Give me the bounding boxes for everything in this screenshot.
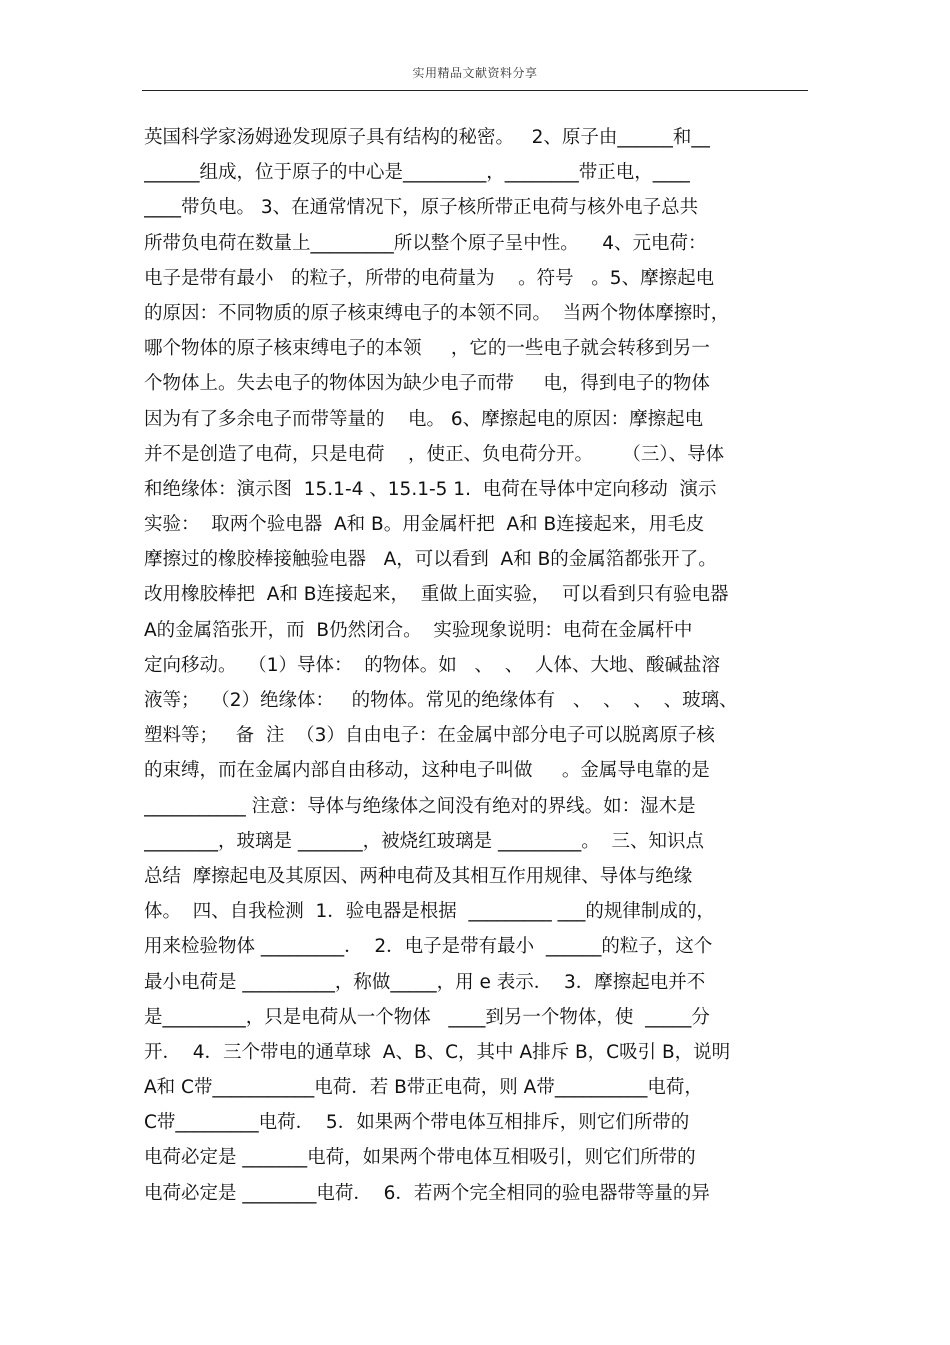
text-line: 定向移动。 （1）导体： 的物体。如 、 、 人体、大地、酸碱盐溶 (144, 654, 720, 676)
text-line: 开． 4．三个带电的通草球 A、B、C，其中 A排斥 B，C吸引 B，说明 (144, 1041, 731, 1063)
text-line: 实验： 取两个验电器 A和 B。用金属杆把 A和 B连接起来，用毛皮 (144, 514, 705, 536)
text-line: A的金属箔张开，而 B仍然闭合。 实验现象说明：电荷在金属杆中 (144, 619, 693, 641)
page-header-title: 实用精品文献资料分享 (412, 66, 538, 80)
header-divider (142, 90, 808, 91)
text-line: 所带负电荷在数量上_________所以整个原子呈中性。 4、元电荷： (144, 232, 707, 254)
document-body (144, 120, 812, 1211)
text-line: 摩擦过的橡胶棒接触验电器 A，可以看到 A和 B的金属箔都张开了。 (144, 549, 717, 571)
text-line: 并不是创造了电荷，只是电荷 ，使正、负电荷分开。 （三）、导体 (144, 443, 725, 465)
text-line: 英国科学家汤姆逊发现原子具有结构的秘密。 2、原子由______和__ (144, 127, 710, 148)
text-line: A和 C带___________电荷．若 B带正电荷，则 A带__________电荷， (144, 1077, 703, 1099)
text-line: 体。 四、自我检测 1．验电器是根据 _________ ___的规律制成的， (144, 901, 715, 923)
text-line: C带_________电荷． 5．如果两个带电体互相排斥，则它们所带的 (144, 1112, 690, 1134)
text-line: ____带负电。 3、在通常情况下，原子核所带正电荷与核外电子总共 (144, 197, 699, 219)
text-line: 最小电荷是 __________，称做_____，用 e 表示． 3．摩擦起电并不 (144, 971, 706, 993)
text-line: 哪个物体的原子核束缚电子的本领 ，它的一些电子就会转移到另一 (144, 338, 710, 360)
text-line: 电荷必定是 _______电荷，如果两个带电体互相吸引，则它们所带的 (144, 1147, 696, 1169)
text-line: 是_________，只是电荷从一个物体 ____到另一个物体，使 _____分 (144, 1006, 710, 1028)
text-line: 的原因：不同物质的原子核束缚电子的本领不同。 当两个物体摩擦时， (144, 302, 730, 324)
text-line: 塑料等； 备 注 （3）自由电子：在金属中部分电子可以脱离原子核 (144, 725, 715, 747)
text-line: 的束缚，而在金属内部自由移动，这种电子叫做 。金属导电靠的是 (144, 760, 710, 782)
text-line: ___________ 注意：导体与绝缘体之间没有绝对的界线。如：湿木是 (144, 795, 696, 817)
text-line: 改用橡胶棒把 A和 B连接起来， 重做上面实验， 可以看到只有验电器 (144, 584, 729, 606)
text-line: ______组成，位于原子的中心是_________，________带正电，____ (144, 162, 690, 184)
text-line: 因为有了多余电子而带等量的 电。 6、摩擦起电的原因：摩擦起电 (144, 408, 704, 430)
text-line: 个物体上。失去电子的物体因为缺少电子而带 电，得到电子的物体 (144, 373, 710, 395)
text-line: 总结 摩擦起电及其原因、两种电荷及其相互作用规律、导体与绝缘 (144, 865, 693, 887)
text-line: 液等； （2）绝缘体： 的物体。常见的绝缘体有 、 、 、 、玻璃、 (144, 690, 738, 711)
text-line: ________，玻璃是 _______，被烧红玻璃是 _________。 三、知识点 (144, 830, 705, 852)
text-line: 电子是带有最小 的粒子，所带的电荷量为 。符号 。5、摩擦起电 (144, 267, 715, 289)
text-line: 和绝缘体：演示图 15.1-4 、15.1-5 1. 电荷在导体中定向移动 演示 (144, 478, 717, 500)
text-line: 电荷必定是 ________电荷． 6．若两个完全相同的验电器带等量的异 (144, 1182, 710, 1204)
text-line: 用来检验物体 _________． 2．电子是带有最小 ______的粒子，这个 (144, 936, 713, 958)
